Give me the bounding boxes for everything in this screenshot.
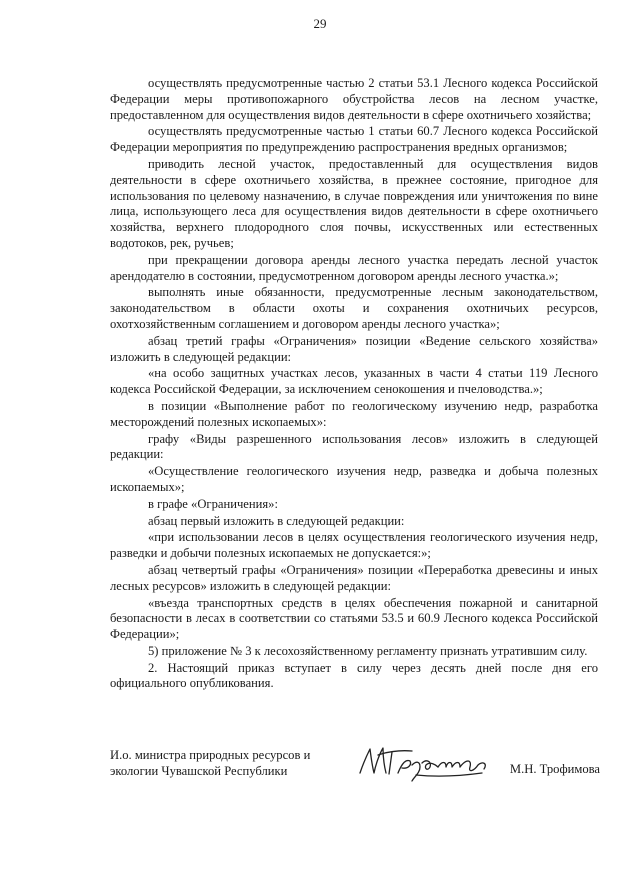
signature-block [110,747,600,787]
paragraph: в позиции «Выполнение работ по геологическому изучению недр, разработка месторождений полезных ископаемых»: [110,398,598,429]
paragraph: при прекращении договора аренды лесного участка передать лесной участок арендодателю в состоянии, предусмотренном договором аренды лесного участка.»; [110,252,598,283]
handwritten-signature-icon [356,743,496,783]
paragraph: 5) приложение № 3 к лесохозяйственному регламенту признать утратившим силу. [148,643,588,658]
page-number: 29 [313,16,327,31]
paragraph: 2. Настоящий приказ вступает в силу через десять дней после дня его официального опубликования. [110,660,598,691]
paragraph: приводить лесной участок, предоставленный для осуществления видов деятельности в сфере охотничьего хозяйства, в прежнее состояние, пригодное для использования по целевому назначению, в случае повреждения или уничтожения по вине лица, использующего леса для осуществления видов деятельности в сфере охотничьего хозяйства, верхнего плодородного слоя почвы, искусственных или естественных водотоков, рек, ручьев; [110,156,598,250]
paragraph: осуществлять предусмотренные частью 2 статьи 53.1 Лесного кодекса Российской Федерации меры противопожарного обустройства лесов на лесном участке, предоставленном для осуществления видов деятельности в сфере охотничьего хозяйства; [110,76,598,122]
signatory-title-line: экологии Чувашской Республики [110,764,288,778]
signatory-name: М.Н. Трофимова [509,762,600,776]
paragraph: абзац третий графы «Ограничения» позиции «Ведение сельского хозяйства» изложить в следующей редакции: [110,333,598,364]
paragraph: абзац четвертый графы «Ограничения» позиции «Переработка древесины и иных лесных ресурсов» изложить в следующей редакции: [110,562,598,593]
paragraph: «на особо защитных участках лесов, указанных в части 4 статьи 119 Лесного кодекса Российской Федерации, за исключением сенокошения и пчеловодства.»; [110,366,598,397]
paragraph: выполнять иные обязанности, предусмотренные лесным законодательством, законодательством в области охоты и сохранения охотничьих ресурсов, охотхозяйственным соглашением и договором аренды лесного участка»; [110,285,598,331]
paragraph: «въезда транспортных средств в целях обеспечения пожарной и санитарной безопасности в лесах в соответствии со статьями 53.5 и 60.9 Лесного кодекса Российской Федерации»; [110,595,598,642]
paragraph: «Осуществление геологического изучения недр, разведка и добыча полезных ископаемых»; [110,464,598,494]
paragraph: «при использовании лесов в целях осуществления геологического изучения недр, разведки и добычи полезных ископаемых не допускается:»; [110,530,598,561]
paragraph: в графе «Ограничения»: [148,496,278,511]
paragraph: абзац первый изложить в следующей редакции: [148,513,405,528]
paragraph: графу «Виды разрешенного использования лесов» изложить в следующей редакции: [110,431,598,462]
document-body [110,76,598,693]
paragraph: осуществлять предусмотренные частью 1 статьи 60.7 Лесного кодекса Российской Федерации мероприятия по предупреждению распространения вредных организмов; [110,124,598,155]
signatory-title [110,747,350,779]
signatory-title-line: И.о. министра природных ресурсов и [110,748,311,762]
